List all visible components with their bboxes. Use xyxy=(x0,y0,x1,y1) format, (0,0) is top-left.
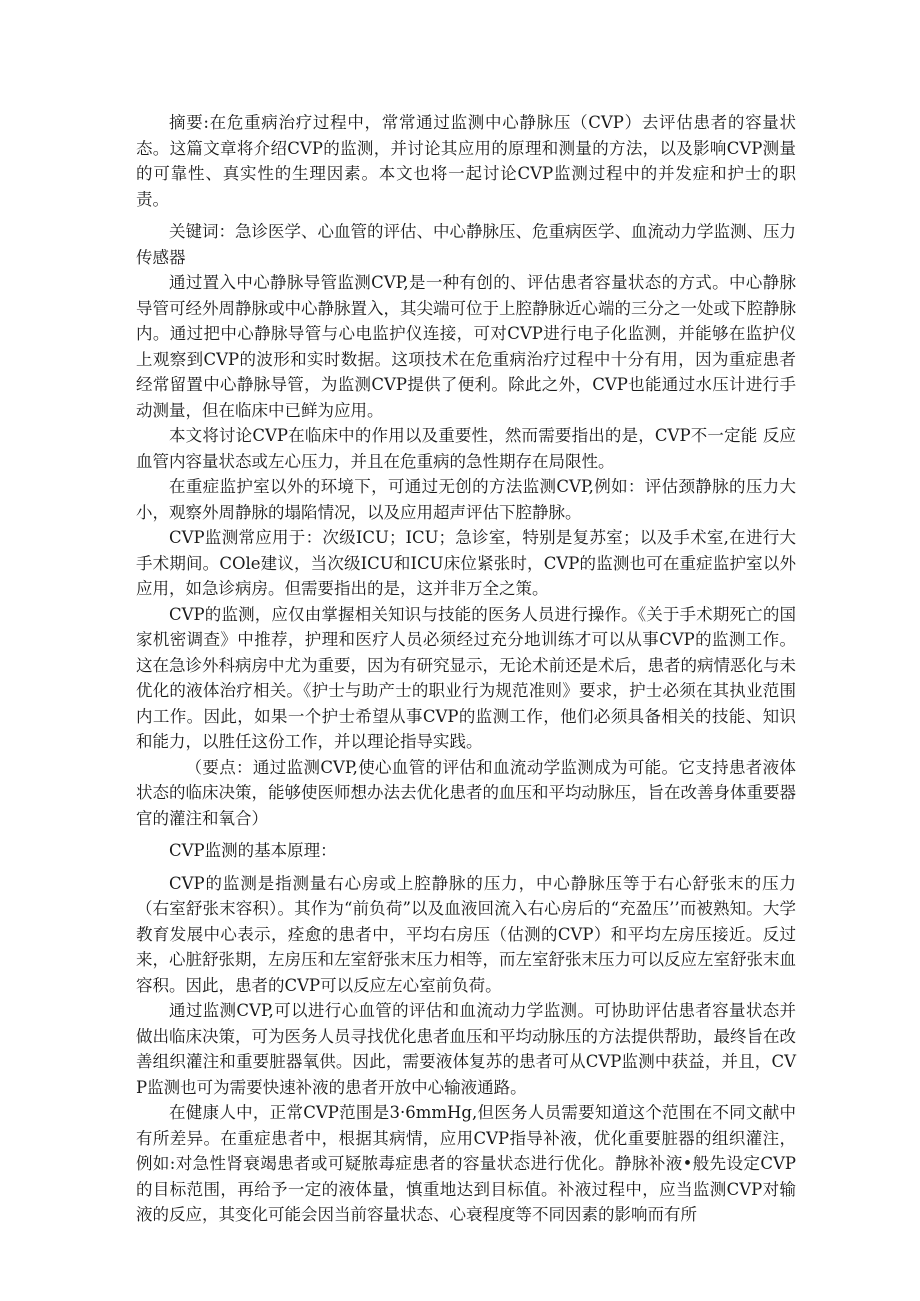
body-paragraph-6: CVP的监测是指测量右心房或上腔静脉的压力，中心静脉压等于右心舒张末的压力（右室舒张末容积）。其作为“前负荷”以及血液回流入右心房后的“充盈压’’而被熟知。大学教育发展中心表示，痊愈的患者中，平均右房压（估测的CVP）和平均左房压接近。反过来，心脏舒张期，左房压和左室舒张末压力相等，而左室舒张末压力可以反应左室舒张末血容积。因此，患者的CVP可以反应左心室前负荷。 xyxy=(136,873,796,995)
body-paragraph-7: 通过监测CVP,可以进行心血管的评估和血流动力学监测。可协助评估患者容量状态并做出临床决策，可为医务人员寻找优化患者血压和平均动脉压的方法提供帮助，最终旨在改善组织灌注和重要脏器氧供。因此，需要液体复苏的患者可从CVP监测中获益，并且，CVP监测也可为需要快速补液的患者开放中心输液通路。 xyxy=(136,1001,796,1097)
abstract-paragraph: 摘要:在危重病治疗过程中，常常通过监测中心静脉压（CVP）去评估患者的容量状态。这篇文章将介绍CVP的监测，并讨论其应用的原理和测量的方法，以及影响CVP测量的可靠性、真实性的生理因素。本文也将一起讨论CVP监测过程中的并发症和护士的职责。 xyxy=(136,113,796,209)
body-paragraph-8: 在健康人中，正常CVP范围是3·6mmHg,但医务人员需要知道这个范围在不同文献中有所差异。在重症患者中，根据其病情，应用CVP指导补液，优化重要脏器的组织灌注，例如:对急性肾衰竭患者或可疑脓毒症患者的容量状态进行优化。静脉补液•般先设定CVP的目标范围，再给予一定的液体量，慎重地达到目标值。补液过程中，应当监测CVP对输液的反应，其变化可能会因当前容量状态、心衰程度等不同因素的影响而有所 xyxy=(136,1103,796,1224)
key-points-paragraph: （要点：通过监测CVP,使心血管的评估和血流动学监测成为可能。它支持患者液体状态的临床决策，能够使医师想办法去优化患者的血压和平均动脉压，旨在改善身体重要器官的灌注和氧合） xyxy=(136,757,796,828)
body-paragraph-2: 本文将讨论CVP在临床中的作用以及重要性，然而需要指出的是，CVP不一定能 反应血管内容量状态或左心压力，并且在危重病的急性期存在局限性。 xyxy=(136,426,796,471)
section-heading: CVP监测的基本原理： xyxy=(169,841,337,860)
body-paragraph-3: 在重症监护室以外的环境下，可通过无创的方法监测CVP,例如：评估颈静脉的压力大小，观察外周静脉的塌陷情况，以及应用超声评估下腔静脉。 xyxy=(136,477,796,522)
body-paragraph-4: CVP监测常应用于：次级ICU；ICU；急诊室，特别是复苏室；以及手术室,在进行大手术期间。COle建议，当次级ICU和ICU床位紧张时，CVP的监测也可在重症监护室以外应用，如急诊病房。但需要指出的是，这并非万全之策。 xyxy=(136,528,796,598)
body-paragraph-5: CVP的监测，应仅由掌握相关知识与技能的医务人员进行操作。《关于手术期死亡的国家机密调查》中推荐，护理和医疗人员必须经过充分地训练才可以从事CVP的监测工作。这在急诊外科病房中尤为重要，因为有研究显示，无论术前还是术后，患者的病情恶化与未优化的液体治疗相关。《护士与助产士的职业行为规范准则》要求，护士必须在其执业范围内工作。因此，如果一个护士希望从事CVP的监测工作，他们必须具备相关的技能、知识和能力，以胜任这份工作，并以理论指导实践。 xyxy=(136,604,796,751)
keywords-paragraph: 关键词：急诊医学、心血管的评估、中心静脉压、危重病医学、血流动力学监测、压力传感器 xyxy=(136,222,796,267)
body-paragraph-1: 通过置入中心静脉导管监测CVP,是一种有创的、评估患者容量状态的方式。中心静脉导管可经外周静脉或中心静脉置入，其尖端可位于上腔静脉近心端的三分之一处或下腔静脉内。通过把中心静脉导管与心电监护仪连接，可对CVP进行电子化监测，并能够在监护仪上观察到CVP的波形和实时数据。这项技术在危重病治疗过程中十分有用，因为重症患者经常留置中心静脉导管，为监测CVP提供了便利。除此之外，CVP也能通过水压计进行手动测量，但在临床中已鲜为应用。 xyxy=(136,273,796,420)
document-body xyxy=(136,110,796,1228)
